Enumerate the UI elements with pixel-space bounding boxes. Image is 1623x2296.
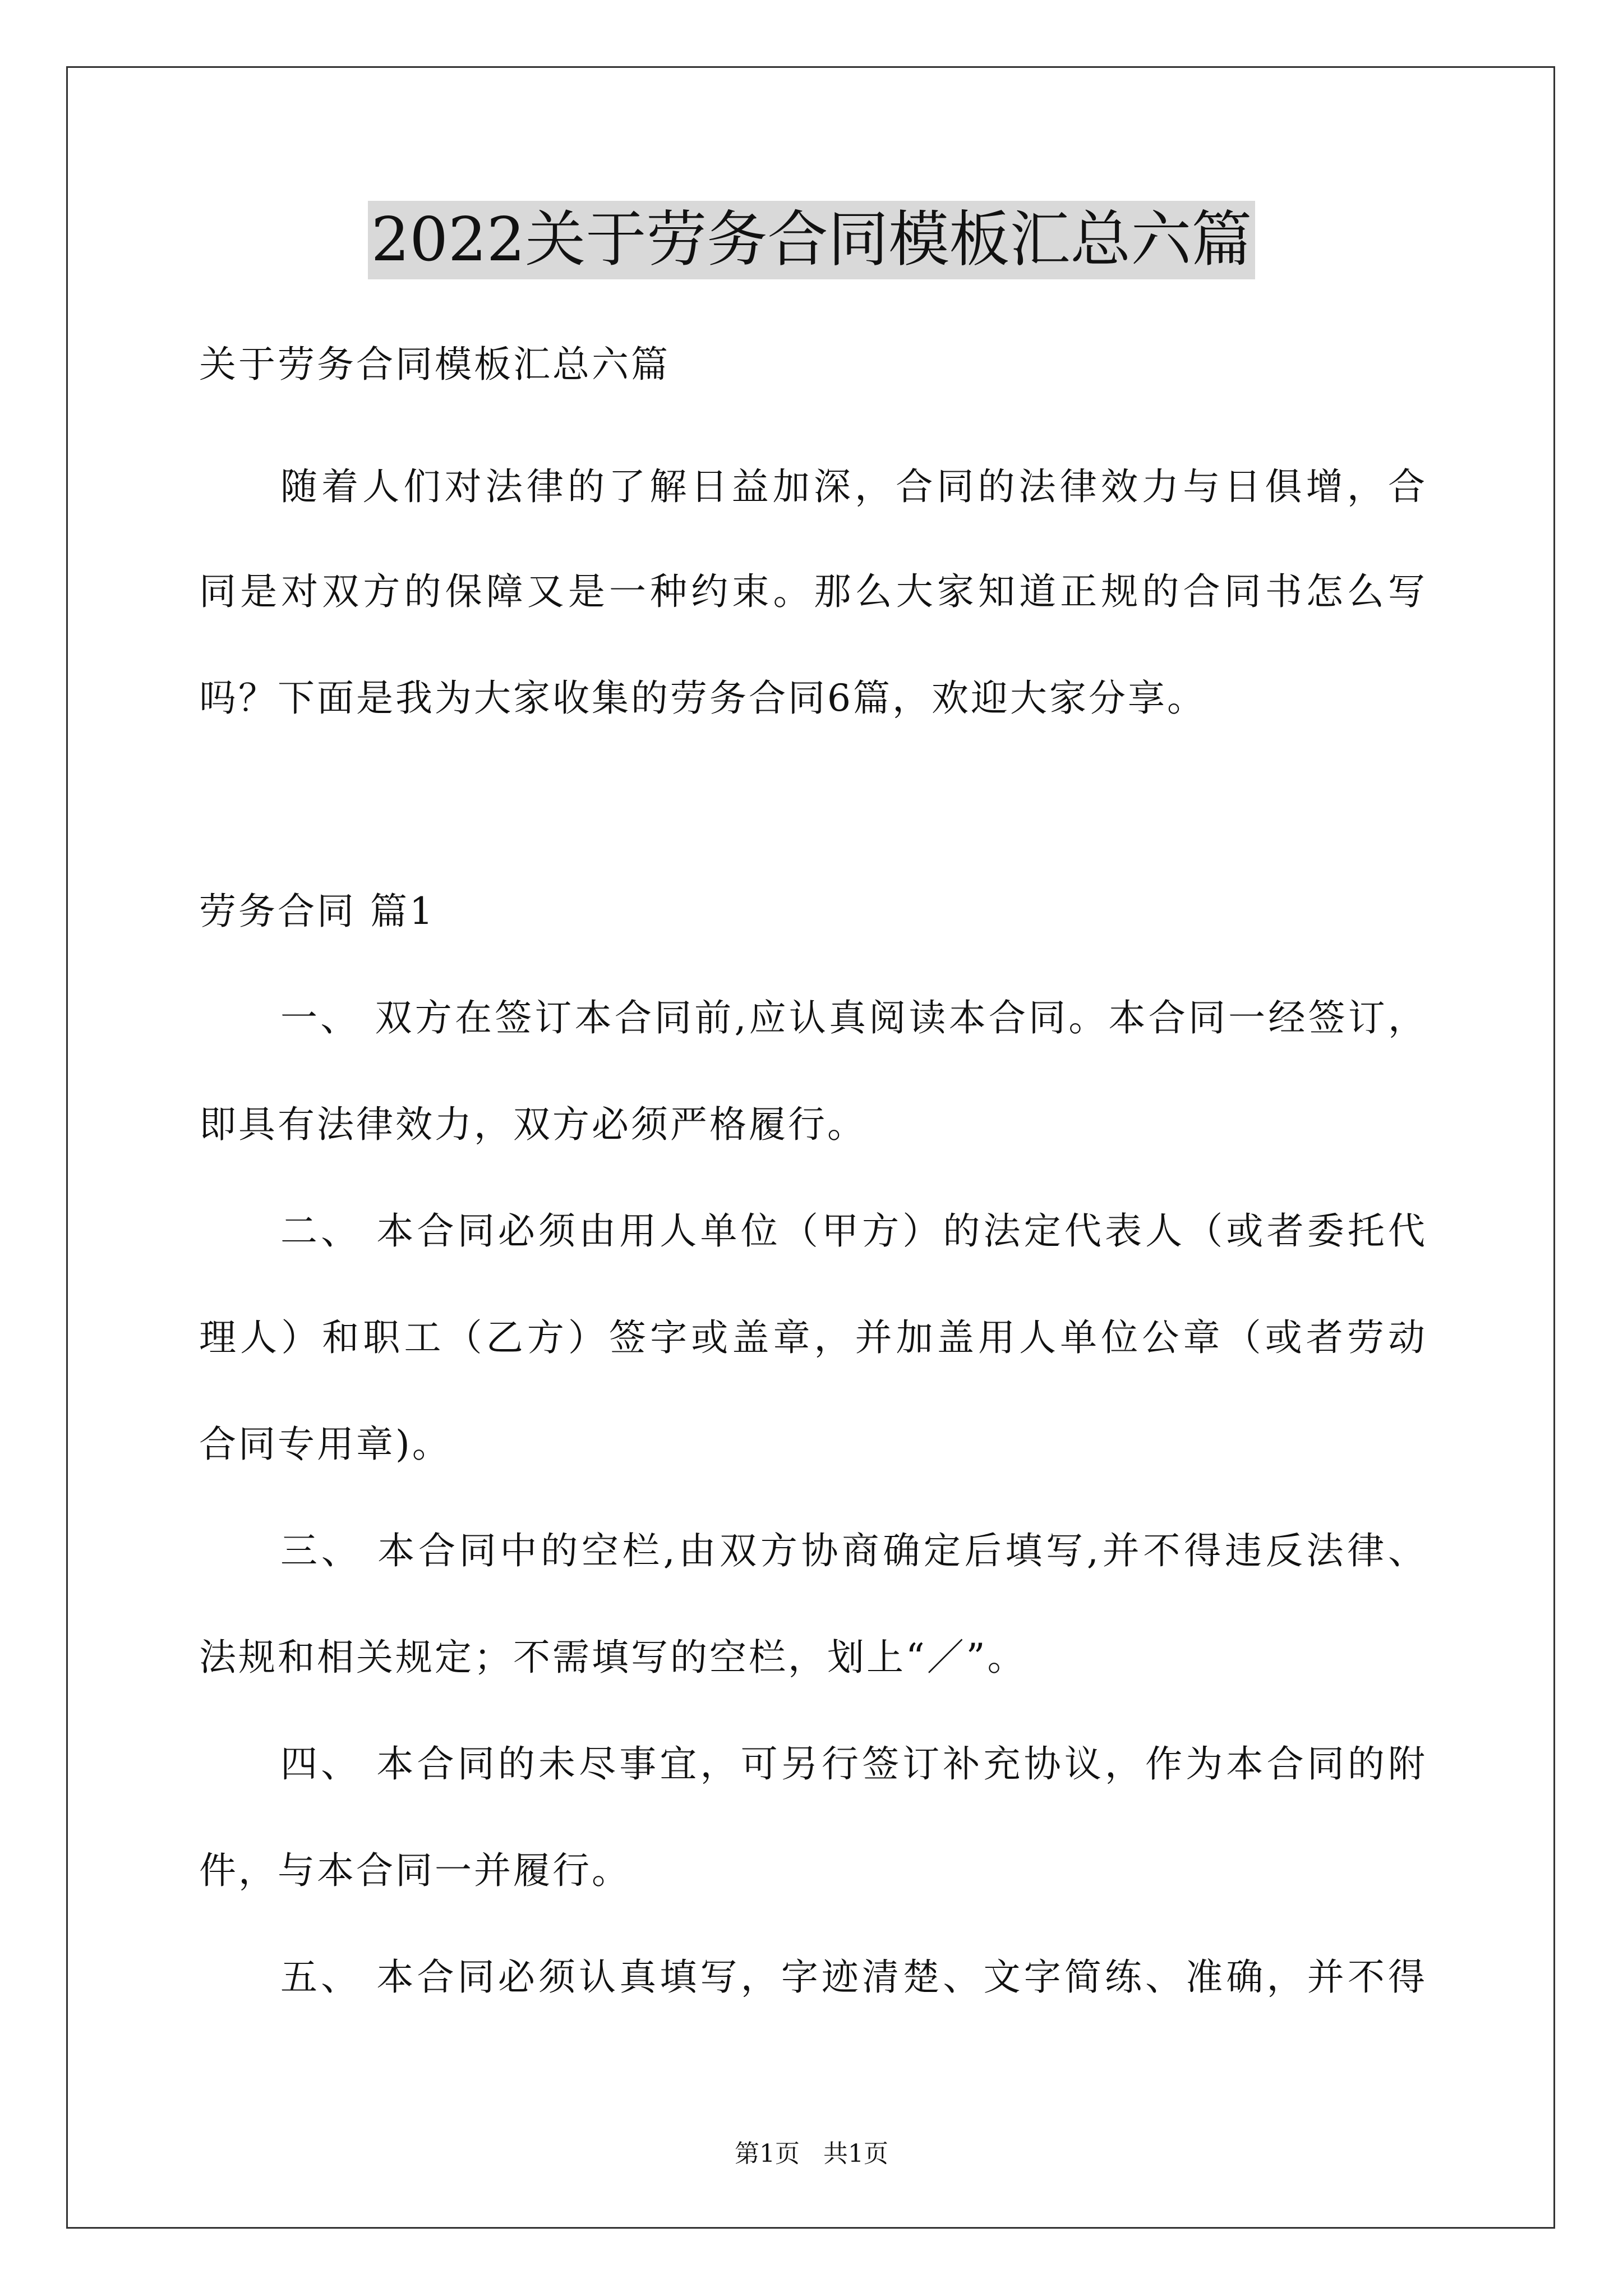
clause-2-line-3: 合同专用章)。 xyxy=(199,1423,451,1466)
clause-4-line-2: 件，与本合同一并履行。 xyxy=(199,1849,631,1892)
clause-3-line-1: 三、 本合同中的空栏,由双方协商确定后填写,并不得违反法律、 xyxy=(280,1529,1427,1572)
page-total: 共1页 xyxy=(823,2139,888,2168)
clause-1-line-2: 即具有法律效力，双方必须严格履行。 xyxy=(199,1103,866,1146)
clause-1-line-1: 一、 双方在签订本合同前,应认真阅读本合同。本合同一经签订， xyxy=(280,996,1427,1039)
clause-3-line-2: 法规和相关规定；不需填写的空栏，划上“／”。 xyxy=(199,1636,1027,1679)
document-title: 2022关于劳务合同模板汇总六篇 xyxy=(368,201,1256,279)
clause-4-line-1: 四、 本合同的未尽事宜，可另行签订补充协议，作为本合同的附 xyxy=(280,1742,1427,1786)
intro-line-1: 随着人们对法律的了解日益加深，合同的法律效力与日俱增，合 xyxy=(280,465,1427,508)
page-number: 第1页 xyxy=(735,2139,800,2168)
title-container xyxy=(0,201,1623,279)
clause-2-line-2: 理人）和职工（乙方）签字或盖章，并加盖用人单位公章（或者劳动 xyxy=(199,1316,1427,1359)
page-footer xyxy=(0,2137,1623,2171)
clause-5-line-1: 五、 本合同必须认真填写，字迹清楚、文字简练、准确，并不得 xyxy=(280,1955,1427,1999)
clause-2-line-1: 二、 本合同必须由用人单位（甲方）的法定代表人（或者委托代 xyxy=(280,1209,1427,1253)
intro-line-2: 同是对双方的保障又是一种约束。那么大家知道正规的合同书怎么写 xyxy=(199,570,1427,613)
subtitle-line: 关于劳务合同模板汇总六篇 xyxy=(199,343,670,386)
intro-line-3: 吗？下面是我为大家收集的劳务合同6篇，欢迎大家分享。 xyxy=(199,677,1206,720)
section-heading: 劳务合同 篇1 xyxy=(199,890,435,933)
